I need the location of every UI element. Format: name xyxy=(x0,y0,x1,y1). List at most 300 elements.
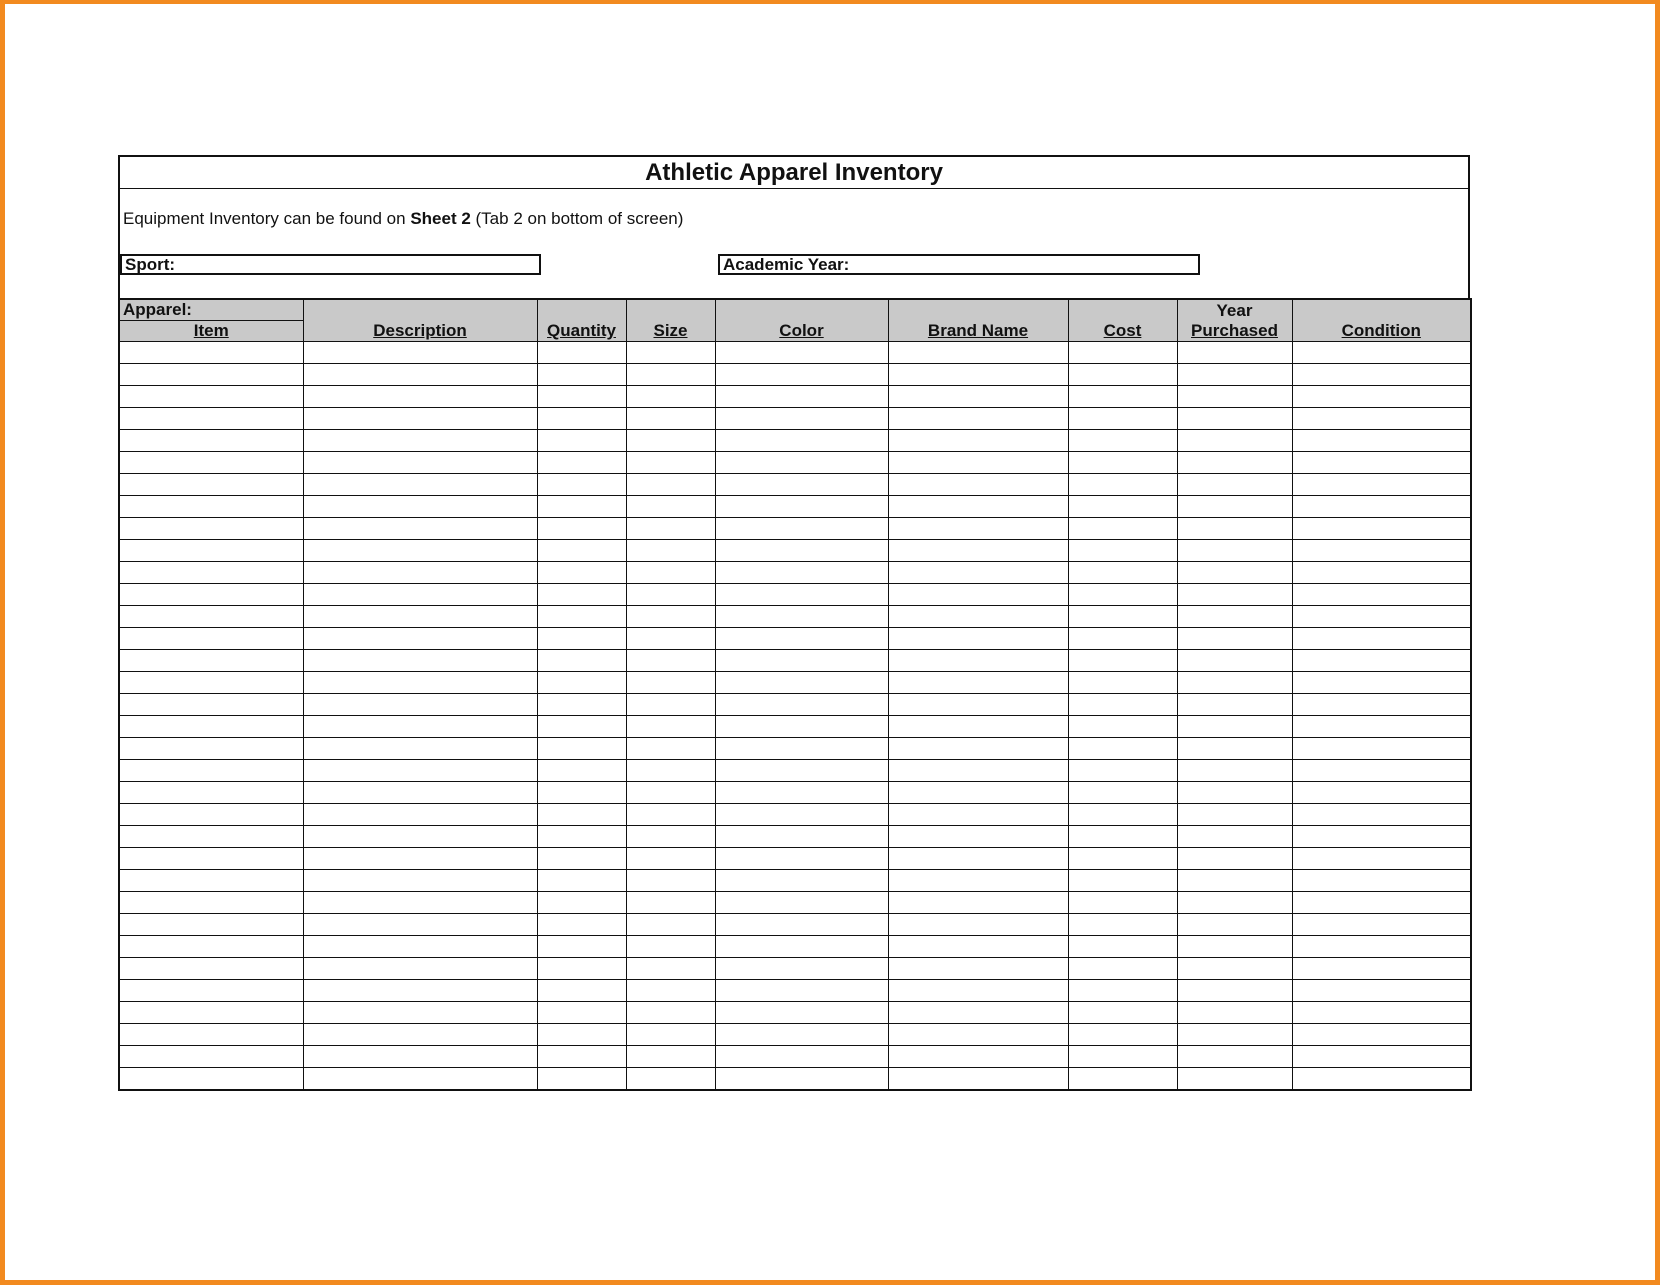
table-cell[interactable] xyxy=(715,804,888,826)
table-cell[interactable] xyxy=(888,892,1068,914)
table-cell[interactable] xyxy=(537,408,626,430)
table-cell[interactable] xyxy=(1177,738,1292,760)
table-cell[interactable] xyxy=(626,452,715,474)
table-cell[interactable] xyxy=(1292,628,1471,650)
table-cell[interactable] xyxy=(1177,892,1292,914)
table-cell[interactable] xyxy=(119,826,303,848)
table-cell[interactable] xyxy=(888,782,1068,804)
table-cell[interactable] xyxy=(626,804,715,826)
table-cell[interactable] xyxy=(537,694,626,716)
table-cell[interactable] xyxy=(1177,1046,1292,1068)
table-cell[interactable] xyxy=(1292,914,1471,936)
table-cell[interactable] xyxy=(1292,408,1471,430)
table-cell[interactable] xyxy=(1292,364,1471,386)
table-cell[interactable] xyxy=(715,738,888,760)
table-cell[interactable] xyxy=(888,562,1068,584)
table-cell[interactable] xyxy=(537,936,626,958)
table-cell[interactable] xyxy=(119,738,303,760)
table-cell[interactable] xyxy=(119,804,303,826)
table-cell[interactable] xyxy=(715,364,888,386)
table-cell[interactable] xyxy=(119,1024,303,1046)
table-cell[interactable] xyxy=(1068,430,1177,452)
table-cell[interactable] xyxy=(1292,892,1471,914)
table-cell[interactable] xyxy=(1068,804,1177,826)
table-cell[interactable] xyxy=(715,584,888,606)
table-cell[interactable] xyxy=(303,474,537,496)
table-cell[interactable] xyxy=(1292,430,1471,452)
table-cell[interactable] xyxy=(303,364,537,386)
table-cell[interactable] xyxy=(715,958,888,980)
table-cell[interactable] xyxy=(119,914,303,936)
table-cell[interactable] xyxy=(1068,518,1177,540)
table-cell[interactable] xyxy=(626,474,715,496)
table-cell[interactable] xyxy=(1292,518,1471,540)
table-cell[interactable] xyxy=(715,1002,888,1024)
table-cell[interactable] xyxy=(119,716,303,738)
table-cell[interactable] xyxy=(1292,980,1471,1002)
table-cell[interactable] xyxy=(626,386,715,408)
table-cell[interactable] xyxy=(1177,430,1292,452)
table-cell[interactable] xyxy=(119,606,303,628)
table-cell[interactable] xyxy=(119,430,303,452)
table-cell[interactable] xyxy=(119,474,303,496)
table-cell[interactable] xyxy=(537,474,626,496)
table-cell[interactable] xyxy=(1068,562,1177,584)
table-cell[interactable] xyxy=(715,606,888,628)
table-cell[interactable] xyxy=(1068,452,1177,474)
table-cell[interactable] xyxy=(1292,782,1471,804)
table-cell[interactable] xyxy=(715,474,888,496)
table-cell[interactable] xyxy=(537,1068,626,1091)
table-cell[interactable] xyxy=(1177,980,1292,1002)
table-cell[interactable] xyxy=(119,936,303,958)
table-cell[interactable] xyxy=(537,1002,626,1024)
table-cell[interactable] xyxy=(1177,342,1292,364)
table-cell[interactable] xyxy=(303,606,537,628)
table-cell[interactable] xyxy=(888,452,1068,474)
table-cell[interactable] xyxy=(303,628,537,650)
table-cell[interactable] xyxy=(303,1024,537,1046)
table-cell[interactable] xyxy=(303,650,537,672)
table-cell[interactable] xyxy=(1177,716,1292,738)
table-cell[interactable] xyxy=(888,474,1068,496)
table-cell[interactable] xyxy=(626,782,715,804)
table-cell[interactable] xyxy=(888,760,1068,782)
table-cell[interactable] xyxy=(1068,672,1177,694)
table-cell[interactable] xyxy=(626,870,715,892)
table-cell[interactable] xyxy=(1292,804,1471,826)
table-cell[interactable] xyxy=(119,628,303,650)
table-cell[interactable] xyxy=(1068,1024,1177,1046)
table-cell[interactable] xyxy=(715,936,888,958)
table-cell[interactable] xyxy=(119,694,303,716)
table-cell[interactable] xyxy=(888,496,1068,518)
table-cell[interactable] xyxy=(626,518,715,540)
table-cell[interactable] xyxy=(888,518,1068,540)
table-cell[interactable] xyxy=(1068,892,1177,914)
table-cell[interactable] xyxy=(1177,496,1292,518)
table-cell[interactable] xyxy=(1068,606,1177,628)
table-cell[interactable] xyxy=(1292,1046,1471,1068)
table-cell[interactable] xyxy=(1177,540,1292,562)
table-cell[interactable] xyxy=(537,364,626,386)
table-cell[interactable] xyxy=(119,408,303,430)
table-cell[interactable] xyxy=(1292,870,1471,892)
table-cell[interactable] xyxy=(537,870,626,892)
table-cell[interactable] xyxy=(1068,980,1177,1002)
table-cell[interactable] xyxy=(119,782,303,804)
sport-field[interactable] xyxy=(120,254,541,275)
table-cell[interactable] xyxy=(537,980,626,1002)
table-cell[interactable] xyxy=(1292,540,1471,562)
table-cell[interactable] xyxy=(1177,804,1292,826)
table-cell[interactable] xyxy=(715,1024,888,1046)
table-cell[interactable] xyxy=(626,914,715,936)
table-cell[interactable] xyxy=(303,452,537,474)
academic-year-field[interactable] xyxy=(718,254,1200,275)
table-cell[interactable] xyxy=(1177,1002,1292,1024)
table-cell[interactable] xyxy=(715,562,888,584)
table-cell[interactable] xyxy=(1068,848,1177,870)
table-cell[interactable] xyxy=(1068,474,1177,496)
table-cell[interactable] xyxy=(537,1046,626,1068)
table-cell[interactable] xyxy=(1068,540,1177,562)
table-cell[interactable] xyxy=(888,540,1068,562)
table-cell[interactable] xyxy=(888,870,1068,892)
table-cell[interactable] xyxy=(303,540,537,562)
table-cell[interactable] xyxy=(303,782,537,804)
table-cell[interactable] xyxy=(888,672,1068,694)
table-cell[interactable] xyxy=(1068,628,1177,650)
table-cell[interactable] xyxy=(303,980,537,1002)
table-cell[interactable] xyxy=(715,628,888,650)
table-cell[interactable] xyxy=(1068,738,1177,760)
table-cell[interactable] xyxy=(715,826,888,848)
table-cell[interactable] xyxy=(888,1046,1068,1068)
table-cell[interactable] xyxy=(715,672,888,694)
table-cell[interactable] xyxy=(537,606,626,628)
table-cell[interactable] xyxy=(1292,848,1471,870)
table-cell[interactable] xyxy=(888,980,1068,1002)
table-cell[interactable] xyxy=(1292,716,1471,738)
table-cell[interactable] xyxy=(119,496,303,518)
table-cell[interactable] xyxy=(626,364,715,386)
table-cell[interactable] xyxy=(715,848,888,870)
table-cell[interactable] xyxy=(1292,562,1471,584)
table-cell[interactable] xyxy=(888,958,1068,980)
table-cell[interactable] xyxy=(626,958,715,980)
table-cell[interactable] xyxy=(626,892,715,914)
table-cell[interactable] xyxy=(626,694,715,716)
table-cell[interactable] xyxy=(1177,474,1292,496)
table-cell[interactable] xyxy=(1068,364,1177,386)
table-cell[interactable] xyxy=(537,650,626,672)
table-cell[interactable] xyxy=(715,650,888,672)
table-cell[interactable] xyxy=(537,628,626,650)
table-cell[interactable] xyxy=(119,958,303,980)
table-cell[interactable] xyxy=(119,342,303,364)
table-cell[interactable] xyxy=(1177,870,1292,892)
table-cell[interactable] xyxy=(626,1002,715,1024)
table-cell[interactable] xyxy=(1177,914,1292,936)
table-cell[interactable] xyxy=(1177,628,1292,650)
table-cell[interactable] xyxy=(626,430,715,452)
table-cell[interactable] xyxy=(119,672,303,694)
table-cell[interactable] xyxy=(303,1002,537,1024)
table-cell[interactable] xyxy=(1292,738,1471,760)
table-cell[interactable] xyxy=(1177,364,1292,386)
table-cell[interactable] xyxy=(626,936,715,958)
table-cell[interactable] xyxy=(715,892,888,914)
table-cell[interactable] xyxy=(1177,958,1292,980)
table-cell[interactable] xyxy=(1292,584,1471,606)
table-cell[interactable] xyxy=(888,716,1068,738)
table-cell[interactable] xyxy=(888,738,1068,760)
table-cell[interactable] xyxy=(303,760,537,782)
table-cell[interactable] xyxy=(1177,606,1292,628)
table-cell[interactable] xyxy=(1292,826,1471,848)
table-cell[interactable] xyxy=(888,650,1068,672)
table-cell[interactable] xyxy=(537,848,626,870)
table-cell[interactable] xyxy=(1068,782,1177,804)
table-cell[interactable] xyxy=(537,1024,626,1046)
table-cell[interactable] xyxy=(537,584,626,606)
table-cell[interactable] xyxy=(1292,386,1471,408)
table-cell[interactable] xyxy=(303,936,537,958)
table-cell[interactable] xyxy=(537,826,626,848)
table-cell[interactable] xyxy=(1068,914,1177,936)
table-cell[interactable] xyxy=(715,452,888,474)
table-cell[interactable] xyxy=(715,540,888,562)
table-cell[interactable] xyxy=(715,518,888,540)
table-cell[interactable] xyxy=(1068,496,1177,518)
table-cell[interactable] xyxy=(1292,1002,1471,1024)
table-cell[interactable] xyxy=(626,562,715,584)
table-cell[interactable] xyxy=(537,760,626,782)
table-cell[interactable] xyxy=(888,936,1068,958)
table-cell[interactable] xyxy=(1292,606,1471,628)
table-cell[interactable] xyxy=(303,870,537,892)
table-cell[interactable] xyxy=(303,562,537,584)
table-cell[interactable] xyxy=(715,342,888,364)
table-cell[interactable] xyxy=(715,386,888,408)
table-cell[interactable] xyxy=(537,430,626,452)
table-cell[interactable] xyxy=(626,584,715,606)
table-cell[interactable] xyxy=(1068,650,1177,672)
table-cell[interactable] xyxy=(1292,650,1471,672)
table-cell[interactable] xyxy=(1292,1024,1471,1046)
table-cell[interactable] xyxy=(626,628,715,650)
table-cell[interactable] xyxy=(715,408,888,430)
table-cell[interactable] xyxy=(119,760,303,782)
table-cell[interactable] xyxy=(537,782,626,804)
table-cell[interactable] xyxy=(1177,518,1292,540)
table-cell[interactable] xyxy=(119,848,303,870)
table-cell[interactable] xyxy=(119,650,303,672)
table-cell[interactable] xyxy=(119,518,303,540)
table-cell[interactable] xyxy=(1068,1046,1177,1068)
table-cell[interactable] xyxy=(303,496,537,518)
table-cell[interactable] xyxy=(1292,958,1471,980)
table-cell[interactable] xyxy=(303,408,537,430)
table-cell[interactable] xyxy=(303,694,537,716)
table-cell[interactable] xyxy=(888,848,1068,870)
table-cell[interactable] xyxy=(626,606,715,628)
table-cell[interactable] xyxy=(537,496,626,518)
table-cell[interactable] xyxy=(715,716,888,738)
table-cell[interactable] xyxy=(888,606,1068,628)
table-cell[interactable] xyxy=(888,342,1068,364)
table-cell[interactable] xyxy=(888,584,1068,606)
table-cell[interactable] xyxy=(1292,474,1471,496)
table-cell[interactable] xyxy=(303,342,537,364)
table-cell[interactable] xyxy=(1292,1068,1471,1091)
table-cell[interactable] xyxy=(715,760,888,782)
table-cell[interactable] xyxy=(537,540,626,562)
table-cell[interactable] xyxy=(715,870,888,892)
table-cell[interactable] xyxy=(1068,1068,1177,1091)
table-cell[interactable] xyxy=(303,430,537,452)
table-cell[interactable] xyxy=(537,804,626,826)
table-cell[interactable] xyxy=(715,782,888,804)
table-cell[interactable] xyxy=(626,1046,715,1068)
table-cell[interactable] xyxy=(888,1024,1068,1046)
table-cell[interactable] xyxy=(1177,1068,1292,1091)
table-cell[interactable] xyxy=(1068,760,1177,782)
table-cell[interactable] xyxy=(303,716,537,738)
table-cell[interactable] xyxy=(537,958,626,980)
table-cell[interactable] xyxy=(1068,584,1177,606)
table-cell[interactable] xyxy=(303,1046,537,1068)
table-cell[interactable] xyxy=(119,540,303,562)
table-cell[interactable] xyxy=(1177,694,1292,716)
table-cell[interactable] xyxy=(119,1046,303,1068)
table-cell[interactable] xyxy=(1177,650,1292,672)
table-cell[interactable] xyxy=(119,892,303,914)
table-cell[interactable] xyxy=(1177,672,1292,694)
table-cell[interactable] xyxy=(1068,958,1177,980)
table-cell[interactable] xyxy=(626,980,715,1002)
table-cell[interactable] xyxy=(626,650,715,672)
table-cell[interactable] xyxy=(303,804,537,826)
table-cell[interactable] xyxy=(1068,408,1177,430)
table-cell[interactable] xyxy=(715,496,888,518)
table-cell[interactable] xyxy=(715,430,888,452)
table-cell[interactable] xyxy=(303,1068,537,1091)
table-cell[interactable] xyxy=(1068,936,1177,958)
table-cell[interactable] xyxy=(626,496,715,518)
table-cell[interactable] xyxy=(303,914,537,936)
table-cell[interactable] xyxy=(626,716,715,738)
table-cell[interactable] xyxy=(303,584,537,606)
table-cell[interactable] xyxy=(119,870,303,892)
table-cell[interactable] xyxy=(1292,672,1471,694)
table-cell[interactable] xyxy=(537,386,626,408)
table-cell[interactable] xyxy=(1177,386,1292,408)
table-cell[interactable] xyxy=(1292,936,1471,958)
table-cell[interactable] xyxy=(1292,760,1471,782)
table-cell[interactable] xyxy=(888,628,1068,650)
table-cell[interactable] xyxy=(888,408,1068,430)
table-cell[interactable] xyxy=(888,1068,1068,1091)
table-cell[interactable] xyxy=(1292,496,1471,518)
table-cell[interactable] xyxy=(626,408,715,430)
table-cell[interactable] xyxy=(1177,760,1292,782)
table-cell[interactable] xyxy=(119,1002,303,1024)
table-cell[interactable] xyxy=(537,914,626,936)
table-cell[interactable] xyxy=(626,342,715,364)
table-cell[interactable] xyxy=(626,826,715,848)
table-cell[interactable] xyxy=(119,1068,303,1091)
table-cell[interactable] xyxy=(303,848,537,870)
table-cell[interactable] xyxy=(626,672,715,694)
table-cell[interactable] xyxy=(888,694,1068,716)
table-cell[interactable] xyxy=(715,694,888,716)
table-cell[interactable] xyxy=(1292,694,1471,716)
table-cell[interactable] xyxy=(1292,452,1471,474)
table-cell[interactable] xyxy=(119,562,303,584)
table-cell[interactable] xyxy=(1177,826,1292,848)
table-cell[interactable] xyxy=(888,364,1068,386)
table-cell[interactable] xyxy=(1177,452,1292,474)
table-cell[interactable] xyxy=(303,738,537,760)
table-cell[interactable] xyxy=(888,1002,1068,1024)
table-cell[interactable] xyxy=(888,430,1068,452)
table-cell[interactable] xyxy=(537,518,626,540)
table-cell[interactable] xyxy=(888,826,1068,848)
table-cell[interactable] xyxy=(537,738,626,760)
table-cell[interactable] xyxy=(303,892,537,914)
table-cell[interactable] xyxy=(119,364,303,386)
table-cell[interactable] xyxy=(1068,386,1177,408)
table-cell[interactable] xyxy=(119,584,303,606)
table-cell[interactable] xyxy=(626,1068,715,1091)
table-cell[interactable] xyxy=(1068,826,1177,848)
table-cell[interactable] xyxy=(303,958,537,980)
table-cell[interactable] xyxy=(1068,716,1177,738)
table-cell[interactable] xyxy=(1177,408,1292,430)
table-cell[interactable] xyxy=(537,716,626,738)
table-cell[interactable] xyxy=(626,540,715,562)
table-cell[interactable] xyxy=(537,562,626,584)
table-cell[interactable] xyxy=(1177,782,1292,804)
table-cell[interactable] xyxy=(1177,584,1292,606)
table-cell[interactable] xyxy=(1177,936,1292,958)
table-cell[interactable] xyxy=(626,738,715,760)
table-cell[interactable] xyxy=(303,826,537,848)
table-cell[interactable] xyxy=(303,672,537,694)
table-cell[interactable] xyxy=(119,452,303,474)
table-cell[interactable] xyxy=(626,760,715,782)
table-cell[interactable] xyxy=(715,1068,888,1091)
table-cell[interactable] xyxy=(1177,562,1292,584)
table-cell[interactable] xyxy=(715,1046,888,1068)
table-cell[interactable] xyxy=(888,386,1068,408)
table-cell[interactable] xyxy=(1177,848,1292,870)
table-cell[interactable] xyxy=(303,386,537,408)
table-cell[interactable] xyxy=(537,452,626,474)
table-cell[interactable] xyxy=(1068,342,1177,364)
table-cell[interactable] xyxy=(1292,342,1471,364)
table-cell[interactable] xyxy=(1068,694,1177,716)
table-cell[interactable] xyxy=(537,672,626,694)
table-cell[interactable] xyxy=(1177,1024,1292,1046)
table-cell[interactable] xyxy=(715,914,888,936)
table-cell[interactable] xyxy=(715,980,888,1002)
table-cell[interactable] xyxy=(537,342,626,364)
table-cell[interactable] xyxy=(888,914,1068,936)
table-cell[interactable] xyxy=(1068,870,1177,892)
